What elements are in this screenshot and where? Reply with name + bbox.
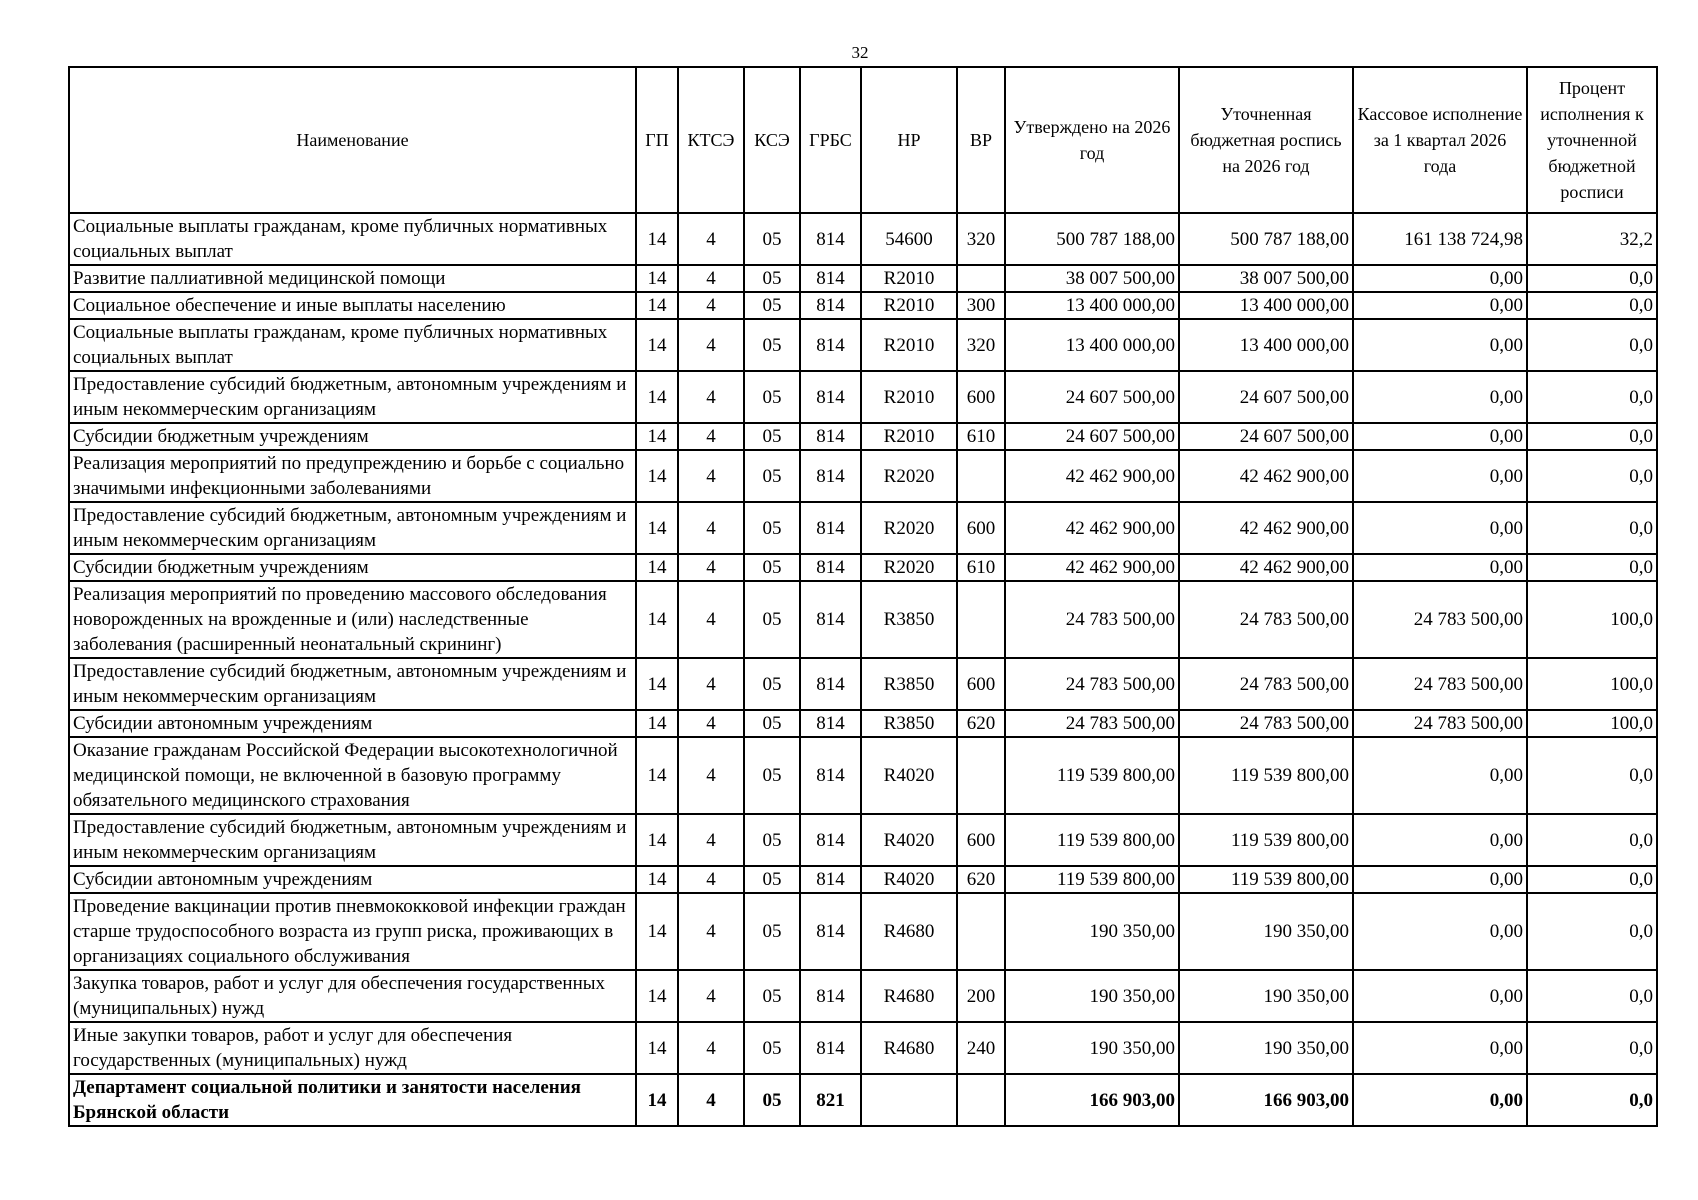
- cell-approved: 119 539 800,00: [1005, 866, 1179, 893]
- cell-approved: 13 400 000,00: [1005, 319, 1179, 371]
- cell-ktse: 4: [678, 970, 744, 1022]
- cell-nr: R3850: [861, 658, 957, 710]
- cell-cash: 24 783 500,00: [1353, 710, 1527, 737]
- cell-name: Оказание гражданам Российской Федерации высокотехнологичной медицинской помощи, не включенной в базовую программу обязательного медицинского страхования: [69, 737, 636, 814]
- cell-grbs: 814: [800, 450, 861, 502]
- table-row: [69, 213, 1657, 265]
- cell-vr: [957, 893, 1005, 970]
- cell-kse: 05: [744, 1074, 800, 1126]
- table-body: [69, 213, 1657, 1126]
- cell-kse: 05: [744, 554, 800, 581]
- header-cash: Кассовое исполнение за 1 квартал 2026 года: [1353, 67, 1527, 213]
- table-row: [69, 319, 1657, 371]
- cell-grbs: 814: [800, 292, 861, 319]
- cell-percent: 0,0: [1527, 970, 1657, 1022]
- cell-cash: 0,00: [1353, 423, 1527, 450]
- cell-percent: 0,0: [1527, 423, 1657, 450]
- cell-kse: 05: [744, 319, 800, 371]
- table-row: [69, 581, 1657, 658]
- table-row: [69, 737, 1657, 814]
- cell-name: Реализация мероприятий по проведению массового обследования новорожденных на врожденные и (или) наследственные заболевания (расширенный неонатальный скрининг): [69, 581, 636, 658]
- cell-nr: R4020: [861, 814, 957, 866]
- cell-name: Предоставление субсидий бюджетным, автономным учреждениям и иным некоммерческим организациям: [69, 371, 636, 423]
- cell-grbs: 814: [800, 1022, 861, 1074]
- cell-gp: 14: [636, 265, 678, 292]
- header-kse: КСЭ: [744, 67, 800, 213]
- cell-grbs: 814: [800, 265, 861, 292]
- cell-ktse: 4: [678, 1074, 744, 1126]
- cell-refined: 13 400 000,00: [1179, 319, 1353, 371]
- cell-vr: 320: [957, 319, 1005, 371]
- cell-refined: 190 350,00: [1179, 893, 1353, 970]
- cell-name: Иные закупки товаров, работ и услуг для обеспечения государственных (муниципальных) нужд: [69, 1022, 636, 1074]
- cell-refined: 42 462 900,00: [1179, 554, 1353, 581]
- cell-percent: 0,0: [1527, 737, 1657, 814]
- cell-grbs: 814: [800, 502, 861, 554]
- cell-approved: 190 350,00: [1005, 1022, 1179, 1074]
- cell-gp: 14: [636, 970, 678, 1022]
- cell-gp: 14: [636, 866, 678, 893]
- cell-ktse: 4: [678, 423, 744, 450]
- cell-approved: 24 783 500,00: [1005, 581, 1179, 658]
- cell-kse: 05: [744, 1022, 800, 1074]
- cell-cash: 0,00: [1353, 866, 1527, 893]
- table-row: [69, 970, 1657, 1022]
- cell-percent: 100,0: [1527, 710, 1657, 737]
- cell-kse: 05: [744, 737, 800, 814]
- cell-grbs: 814: [800, 554, 861, 581]
- cell-kse: 05: [744, 213, 800, 265]
- header-nr: НР: [861, 67, 957, 213]
- cell-vr: 200: [957, 970, 1005, 1022]
- cell-gp: 14: [636, 213, 678, 265]
- table-row: [69, 450, 1657, 502]
- cell-gp: 14: [636, 423, 678, 450]
- cell-kse: 05: [744, 866, 800, 893]
- cell-kse: 05: [744, 292, 800, 319]
- cell-percent: 100,0: [1527, 581, 1657, 658]
- cell-name: Субсидии автономным учреждениям: [69, 710, 636, 737]
- cell-refined: 38 007 500,00: [1179, 265, 1353, 292]
- cell-vr: [957, 1074, 1005, 1126]
- cell-percent: 0,0: [1527, 814, 1657, 866]
- table-row: [69, 710, 1657, 737]
- cell-approved: 13 400 000,00: [1005, 292, 1179, 319]
- cell-vr: 300: [957, 292, 1005, 319]
- cell-ktse: 4: [678, 893, 744, 970]
- cell-gp: 14: [636, 371, 678, 423]
- cell-percent: 0,0: [1527, 450, 1657, 502]
- cell-refined: 500 787 188,00: [1179, 213, 1353, 265]
- cell-grbs: 814: [800, 710, 861, 737]
- table-row: [69, 371, 1657, 423]
- cell-approved: 119 539 800,00: [1005, 737, 1179, 814]
- cell-name: Субсидии автономным учреждениям: [69, 866, 636, 893]
- cell-percent: 0,0: [1527, 502, 1657, 554]
- cell-vr: 240: [957, 1022, 1005, 1074]
- cell-nr: R2020: [861, 450, 957, 502]
- cell-vr: 600: [957, 814, 1005, 866]
- cell-refined: 42 462 900,00: [1179, 450, 1353, 502]
- cell-kse: 05: [744, 502, 800, 554]
- cell-grbs: 814: [800, 970, 861, 1022]
- cell-approved: 42 462 900,00: [1005, 450, 1179, 502]
- cell-vr: 320: [957, 213, 1005, 265]
- cell-cash: 0,00: [1353, 371, 1527, 423]
- cell-cash: 0,00: [1353, 814, 1527, 866]
- cell-nr: R3850: [861, 581, 957, 658]
- cell-nr: R2010: [861, 265, 957, 292]
- cell-refined: 13 400 000,00: [1179, 292, 1353, 319]
- table-row: [69, 292, 1657, 319]
- cell-ktse: 4: [678, 866, 744, 893]
- cell-gp: 14: [636, 710, 678, 737]
- cell-name: Закупка товаров, работ и услуг для обеспечения государственных (муниципальных) нужд: [69, 970, 636, 1022]
- cell-gp: 14: [636, 292, 678, 319]
- cell-name: Департамент социальной политики и занятости населения Брянской области: [69, 1074, 636, 1126]
- table-row: [69, 893, 1657, 970]
- cell-gp: 14: [636, 1074, 678, 1126]
- cell-name: Проведение вакцинации против пневмококковой инфекции граждан старше трудоспособного возраста из групп риска, проживающих в организациях социального обслуживания: [69, 893, 636, 970]
- cell-vr: [957, 737, 1005, 814]
- cell-percent: 32,2: [1527, 213, 1657, 265]
- cell-percent: 0,0: [1527, 893, 1657, 970]
- table-header-row: [69, 67, 1657, 213]
- cell-kse: 05: [744, 265, 800, 292]
- cell-approved: 119 539 800,00: [1005, 814, 1179, 866]
- cell-kse: 05: [744, 970, 800, 1022]
- cell-ktse: 4: [678, 502, 744, 554]
- page-number: 32: [851, 43, 869, 62]
- cell-name: Развитие паллиативной медицинской помощи: [69, 265, 636, 292]
- cell-gp: 14: [636, 554, 678, 581]
- cell-gp: 14: [636, 319, 678, 371]
- cell-kse: 05: [744, 581, 800, 658]
- cell-grbs: 821: [800, 1074, 861, 1126]
- cell-approved: 24 607 500,00: [1005, 423, 1179, 450]
- cell-nr: R2020: [861, 502, 957, 554]
- cell-gp: 14: [636, 814, 678, 866]
- cell-kse: 05: [744, 710, 800, 737]
- cell-nr: R4680: [861, 1022, 957, 1074]
- cell-grbs: 814: [800, 814, 861, 866]
- cell-approved: 42 462 900,00: [1005, 502, 1179, 554]
- cell-grbs: 814: [800, 737, 861, 814]
- cell-approved: 24 607 500,00: [1005, 371, 1179, 423]
- cell-cash: 0,00: [1353, 319, 1527, 371]
- cell-gp: 14: [636, 893, 678, 970]
- cell-nr: R4680: [861, 893, 957, 970]
- cell-vr: 610: [957, 554, 1005, 581]
- cell-ktse: 4: [678, 292, 744, 319]
- cell-nr: R4680: [861, 970, 957, 1022]
- cell-vr: [957, 581, 1005, 658]
- table-row: [69, 502, 1657, 554]
- cell-cash: 0,00: [1353, 554, 1527, 581]
- cell-refined: 190 350,00: [1179, 1022, 1353, 1074]
- cell-ktse: 4: [678, 581, 744, 658]
- header-vr: ВР: [957, 67, 1005, 213]
- cell-name: Реализация мероприятий по предупреждению и борьбе с социально значимыми инфекционными заболеваниями: [69, 450, 636, 502]
- cell-percent: 100,0: [1527, 658, 1657, 710]
- cell-name: Предоставление субсидий бюджетным, автономным учреждениям и иным некоммерческим организациям: [69, 502, 636, 554]
- cell-cash: 0,00: [1353, 1022, 1527, 1074]
- header-ktse: КТСЭ: [678, 67, 744, 213]
- cell-grbs: 814: [800, 581, 861, 658]
- cell-refined: 119 539 800,00: [1179, 866, 1353, 893]
- table-row: [69, 1022, 1657, 1074]
- cell-vr: [957, 450, 1005, 502]
- cell-ktse: 4: [678, 737, 744, 814]
- table-row: [69, 423, 1657, 450]
- header-percent: Процент исполнения к уточненной бюджетной росписи: [1527, 67, 1657, 213]
- cell-nr: R4020: [861, 737, 957, 814]
- cell-percent: 0,0: [1527, 1022, 1657, 1074]
- cell-cash: 0,00: [1353, 893, 1527, 970]
- cell-nr: R2010: [861, 319, 957, 371]
- header-refined: Уточненная бюджетная роспись на 2026 год: [1179, 67, 1353, 213]
- cell-name: Субсидии бюджетным учреждениям: [69, 554, 636, 581]
- table-row: [69, 658, 1657, 710]
- cell-nr: 54600: [861, 213, 957, 265]
- cell-kse: 05: [744, 658, 800, 710]
- cell-cash: 0,00: [1353, 737, 1527, 814]
- cell-percent: 0,0: [1527, 265, 1657, 292]
- cell-gp: 14: [636, 1022, 678, 1074]
- cell-gp: 14: [636, 450, 678, 502]
- table-row: [69, 1074, 1657, 1126]
- cell-name: Предоставление субсидий бюджетным, автономным учреждениям и иным некоммерческим организациям: [69, 658, 636, 710]
- cell-vr: 620: [957, 866, 1005, 893]
- header-grbs: ГРБС: [800, 67, 861, 213]
- cell-cash: 24 783 500,00: [1353, 581, 1527, 658]
- cell-name: Социальные выплаты гражданам, кроме публичных нормативных социальных выплат: [69, 319, 636, 371]
- cell-nr: R2010: [861, 423, 957, 450]
- budget-table: [68, 66, 1658, 1127]
- cell-approved: 24 783 500,00: [1005, 658, 1179, 710]
- cell-approved: 24 783 500,00: [1005, 710, 1179, 737]
- header-approved: Утверждено на 2026 год: [1005, 67, 1179, 213]
- cell-cash: 24 783 500,00: [1353, 658, 1527, 710]
- cell-vr: 600: [957, 658, 1005, 710]
- cell-ktse: 4: [678, 265, 744, 292]
- cell-refined: 24 783 500,00: [1179, 710, 1353, 737]
- table-row: [69, 265, 1657, 292]
- cell-nr: R4020: [861, 866, 957, 893]
- cell-grbs: 814: [800, 319, 861, 371]
- cell-refined: 42 462 900,00: [1179, 502, 1353, 554]
- cell-approved: 500 787 188,00: [1005, 213, 1179, 265]
- cell-grbs: 814: [800, 893, 861, 970]
- cell-gp: 14: [636, 737, 678, 814]
- cell-name: Социальное обеспечение и иные выплаты населению: [69, 292, 636, 319]
- cell-ktse: 4: [678, 450, 744, 502]
- cell-approved: 38 007 500,00: [1005, 265, 1179, 292]
- header-gp: ГП: [636, 67, 678, 213]
- cell-kse: 05: [744, 450, 800, 502]
- cell-ktse: 4: [678, 371, 744, 423]
- cell-refined: 24 607 500,00: [1179, 423, 1353, 450]
- cell-grbs: 814: [800, 658, 861, 710]
- cell-ktse: 4: [678, 319, 744, 371]
- cell-percent: 0,0: [1527, 292, 1657, 319]
- cell-grbs: 814: [800, 866, 861, 893]
- cell-cash: 0,00: [1353, 265, 1527, 292]
- cell-percent: 0,0: [1527, 371, 1657, 423]
- cell-refined: 119 539 800,00: [1179, 814, 1353, 866]
- cell-ktse: 4: [678, 213, 744, 265]
- cell-vr: [957, 265, 1005, 292]
- cell-ktse: 4: [678, 710, 744, 737]
- cell-name: Предоставление субсидий бюджетным, автономным учреждениям и иным некоммерческим организациям: [69, 814, 636, 866]
- cell-vr: 600: [957, 371, 1005, 423]
- cell-percent: 0,0: [1527, 319, 1657, 371]
- cell-percent: 0,0: [1527, 554, 1657, 581]
- header-name: Наименование: [69, 67, 636, 213]
- cell-gp: 14: [636, 581, 678, 658]
- table-row: [69, 814, 1657, 866]
- table-row: [69, 554, 1657, 581]
- cell-approved: 42 462 900,00: [1005, 554, 1179, 581]
- cell-gp: 14: [636, 658, 678, 710]
- cell-refined: 166 903,00: [1179, 1074, 1353, 1126]
- cell-ktse: 4: [678, 1022, 744, 1074]
- cell-kse: 05: [744, 423, 800, 450]
- cell-nr: R2010: [861, 292, 957, 319]
- cell-refined: 190 350,00: [1179, 970, 1353, 1022]
- cell-refined: 119 539 800,00: [1179, 737, 1353, 814]
- cell-kse: 05: [744, 893, 800, 970]
- cell-vr: 620: [957, 710, 1005, 737]
- cell-refined: 24 783 500,00: [1179, 581, 1353, 658]
- cell-nr: [861, 1074, 957, 1126]
- cell-vr: 600: [957, 502, 1005, 554]
- cell-cash: 0,00: [1353, 1074, 1527, 1126]
- cell-nr: R2020: [861, 554, 957, 581]
- cell-gp: 14: [636, 502, 678, 554]
- cell-grbs: 814: [800, 423, 861, 450]
- cell-ktse: 4: [678, 658, 744, 710]
- cell-nr: R3850: [861, 710, 957, 737]
- cell-kse: 05: [744, 814, 800, 866]
- table-row: [69, 866, 1657, 893]
- cell-kse: 05: [744, 371, 800, 423]
- cell-refined: 24 783 500,00: [1179, 658, 1353, 710]
- cell-cash: 0,00: [1353, 292, 1527, 319]
- cell-ktse: 4: [678, 554, 744, 581]
- cell-cash: 161 138 724,98: [1353, 213, 1527, 265]
- cell-cash: 0,00: [1353, 502, 1527, 554]
- cell-name: Субсидии бюджетным учреждениям: [69, 423, 636, 450]
- cell-approved: 190 350,00: [1005, 893, 1179, 970]
- cell-grbs: 814: [800, 213, 861, 265]
- cell-name: Социальные выплаты гражданам, кроме публичных нормативных социальных выплат: [69, 213, 636, 265]
- cell-approved: 190 350,00: [1005, 970, 1179, 1022]
- cell-nr: R2010: [861, 371, 957, 423]
- cell-cash: 0,00: [1353, 970, 1527, 1022]
- cell-approved: 166 903,00: [1005, 1074, 1179, 1126]
- cell-percent: 0,0: [1527, 1074, 1657, 1126]
- cell-grbs: 814: [800, 371, 861, 423]
- cell-refined: 24 607 500,00: [1179, 371, 1353, 423]
- cell-vr: 610: [957, 423, 1005, 450]
- cell-percent: 0,0: [1527, 866, 1657, 893]
- cell-ktse: 4: [678, 814, 744, 866]
- cell-cash: 0,00: [1353, 450, 1527, 502]
